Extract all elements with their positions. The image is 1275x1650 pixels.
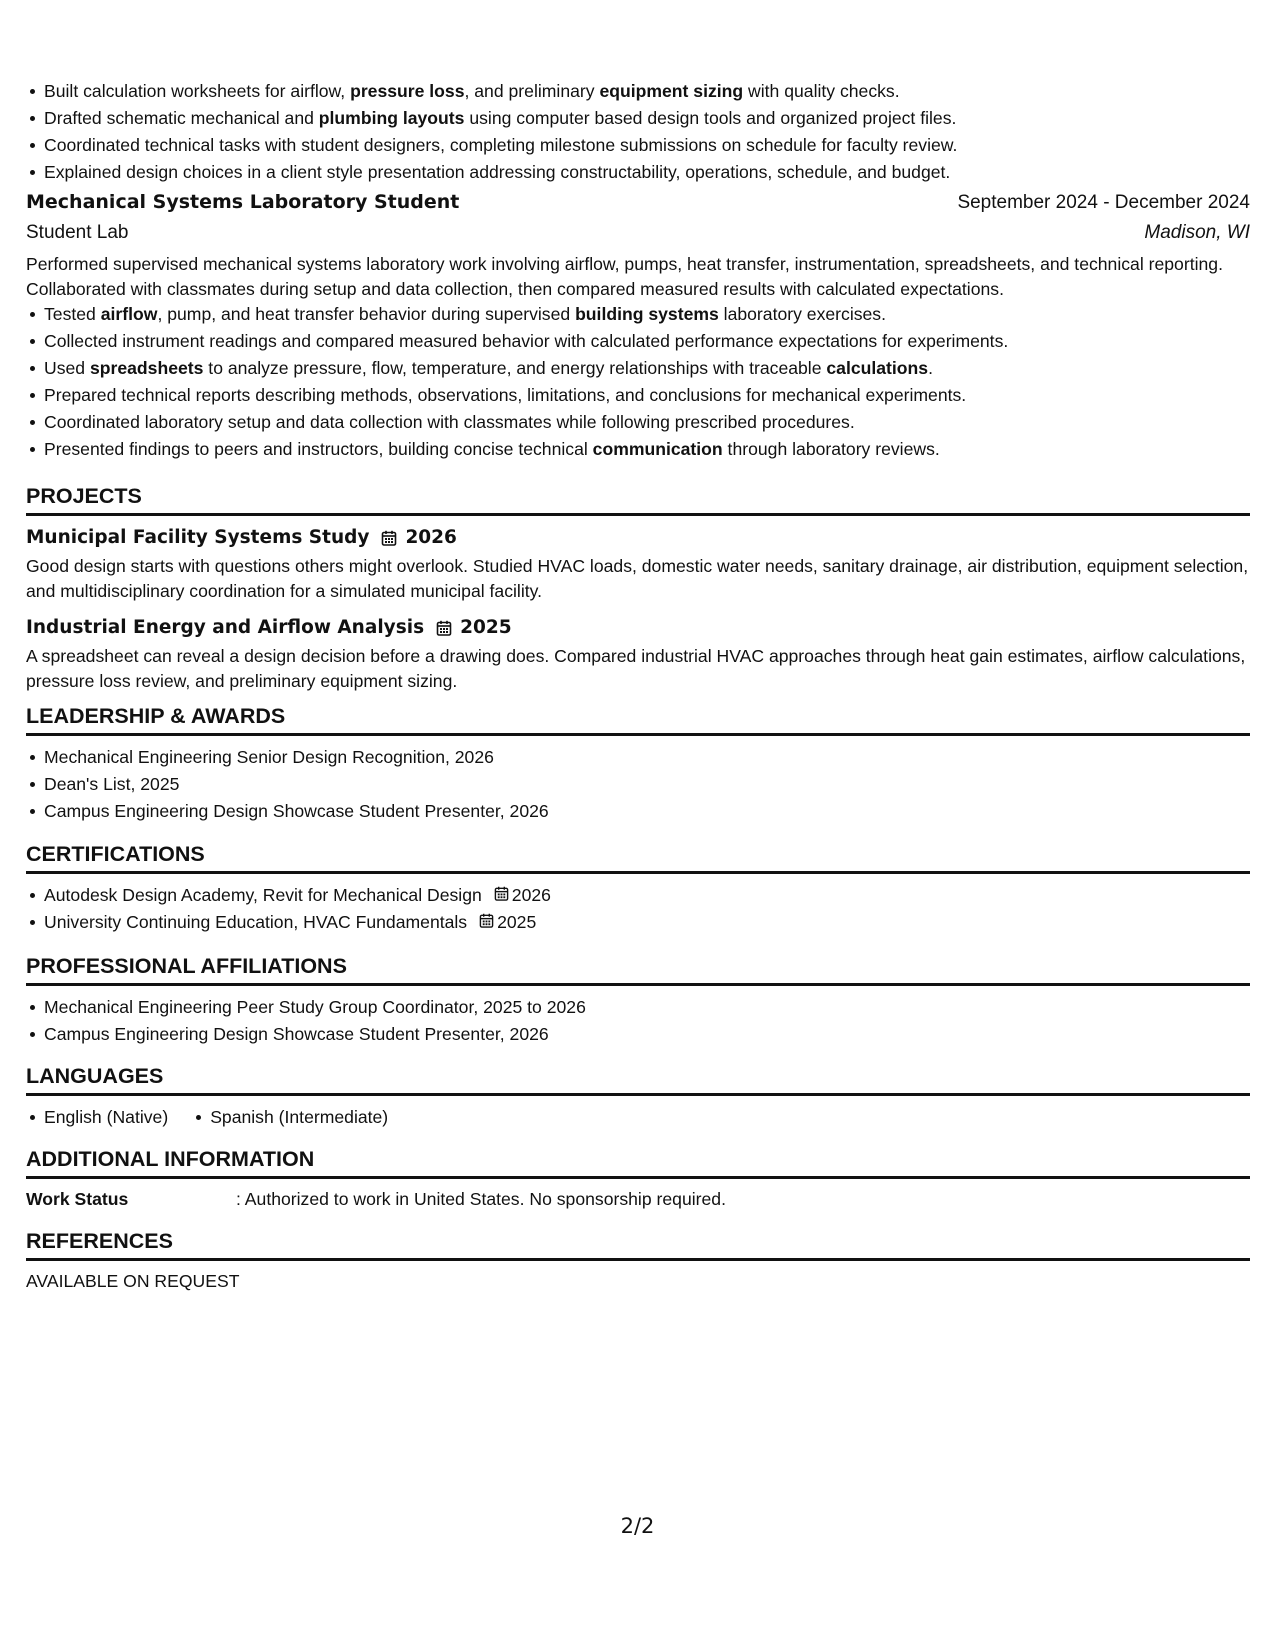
emphasized-text: communication <box>592 439 723 459</box>
text-segment: Collected instrument readings and compared measured behavior with calculated performance expectations for experiments. <box>44 331 1009 351</box>
page-number: 2/2 <box>620 1514 655 1538</box>
text-segment: Prepared technical reports describing methods, observations, limitations, and conclusions for mechanical experiments. <box>44 385 967 405</box>
project-item <box>26 526 1250 603</box>
prior-role-bullets <box>26 78 1250 186</box>
emphasized-text: calculations <box>826 358 929 378</box>
bullet-item <box>26 355 1250 382</box>
projects-section <box>26 483 1250 693</box>
work-status-label: Work Status <box>26 1189 129 1209</box>
certifications-list <box>26 882 1250 936</box>
certification-year: 2025 <box>497 912 537 932</box>
list-item <box>26 909 1250 936</box>
emphasized-text: pressure loss <box>350 81 465 101</box>
text-segment: , and preliminary <box>464 81 600 101</box>
calendar-icon <box>494 886 509 901</box>
section-heading-certifications: CERTIFICATIONS <box>26 841 1250 874</box>
job-title: Mechanical Systems Laboratory Student <box>26 191 460 213</box>
certification-year: 2026 <box>511 885 551 905</box>
list-item: Mechanical Engineering Peer Study Group Coordinator, 2025 to 2026 <box>26 994 1250 1021</box>
text-segment: Coordinated technical tasks with student designers, completing milestone submissions on schedule for faculty review. <box>44 135 958 155</box>
job-dates: September 2024 - December 2024 <box>957 192 1250 213</box>
project-year: 2026 <box>405 527 457 548</box>
section-heading-projects: PROJECTS <box>26 483 1250 516</box>
list-item: Campus Engineering Design Showcase Student Presenter, 2026 <box>26 798 1250 825</box>
certification-name: University Continuing Education, HVAC Fundamentals <box>44 912 468 932</box>
text-segment: Explained design choices in a client style presentation addressing constructability, operations, schedule, and budget. <box>44 162 951 182</box>
prior-role-bullets-block <box>26 78 1250 186</box>
text-segment: Built calculation worksheets for airflow, <box>44 81 351 101</box>
list-item: English (Native) <box>26 1104 168 1131</box>
job-location: Madison, WI <box>1144 222 1250 243</box>
list-item: Campus Engineering Design Showcase Student Presenter, 2026 <box>26 1021 1250 1048</box>
bullet-item <box>26 382 1250 409</box>
job-organization: Student Lab <box>26 222 129 243</box>
section-heading-references: REFERENCES <box>26 1228 1250 1261</box>
affiliations-list <box>26 994 1250 1048</box>
list-item: Mechanical Engineering Senior Design Recognition, 2026 <box>26 744 1250 771</box>
text-segment: laboratory exercises. <box>718 304 886 324</box>
text-segment: through laboratory reviews. <box>722 439 940 459</box>
text-segment: Drafted schematic mechanical and <box>44 108 319 128</box>
section-heading-languages: LANGUAGES <box>26 1063 1250 1096</box>
bullet-item <box>26 409 1250 436</box>
section-heading-leadership: LEADERSHIP & AWARDS <box>26 703 1250 736</box>
text-segment: Coordinated laboratory setup and data collection with classmates while following prescribed procedures. <box>44 412 855 432</box>
text-segment: Used <box>44 358 90 378</box>
bullet-item <box>26 159 1250 186</box>
additional-information-section <box>26 1146 1250 1211</box>
project-title: Industrial Energy and Airflow Analysis <box>26 617 425 638</box>
languages-section <box>26 1063 1250 1131</box>
work-status-value: : Authorized to work in United States. No sponsorship required. <box>236 1189 726 1209</box>
text-segment: Presented findings to peers and instructors, building concise technical <box>44 439 593 459</box>
references-text: AVAILABLE ON REQUEST <box>26 1271 240 1291</box>
text-segment: . <box>928 358 933 378</box>
emphasized-text: airflow <box>100 304 158 324</box>
bullet-item <box>26 105 1250 132</box>
certification-name: Autodesk Design Academy, Revit for Mechanical Design <box>44 885 482 905</box>
calendar-icon <box>436 620 452 636</box>
calendar-icon <box>381 530 397 546</box>
list-item: Spanish (Intermediate) <box>192 1104 388 1131</box>
project-description: Good design starts with questions others might overlook. Studied HVAC loads, domestic water needs, sanitary drainage, air distribution, equipment selection, and multidisciplinary coordination for a simulated municipal facility. <box>26 556 1249 601</box>
experience-entry <box>26 191 1250 463</box>
text-segment: using computer based design tools and organized project files. <box>464 108 957 128</box>
bullet-item <box>26 132 1250 159</box>
project-description: A spreadsheet can reveal a design decision before a drawing does. Compared industrial HVAC approaches through heat gain estimates, airflow calculations, pressure loss review, and preliminary equipment sizing. <box>26 646 1246 691</box>
project-year: 2025 <box>460 617 512 638</box>
certifications-section <box>26 841 1250 936</box>
text-segment: with quality checks. <box>743 81 900 101</box>
references-section <box>26 1228 1250 1293</box>
languages-list <box>26 1104 1250 1131</box>
bullet-item <box>26 301 1250 328</box>
affiliations-section <box>26 953 1250 1048</box>
calendar-icon <box>479 913 494 928</box>
section-heading-affiliations: PROFESSIONAL AFFILIATIONS <box>26 953 1250 986</box>
text-segment: to analyze pressure, flow, temperature, and energy relationships with traceable <box>203 358 827 378</box>
list-item <box>26 882 1250 909</box>
project-item <box>26 616 1250 693</box>
emphasized-text: equipment sizing <box>599 81 744 101</box>
emphasized-text: plumbing layouts <box>318 108 465 128</box>
emphasized-text: spreadsheets <box>89 358 204 378</box>
bullet-item <box>26 436 1250 463</box>
list-item: Dean's List, 2025 <box>26 771 1250 798</box>
leadership-list <box>26 744 1250 825</box>
text-segment: Tested <box>44 304 101 324</box>
section-heading-additional-information: ADDITIONAL INFORMATION <box>26 1146 1250 1179</box>
text-segment: , pump, and heat transfer behavior during supervised <box>157 304 576 324</box>
job-summary: Performed supervised mechanical systems laboratory work involving airflow, pumps, heat transfer, instrumentation, spreadsheets, and technical reporting. Collaborated with classmates during setup and data collection, then compared measured results with calculated expectations. <box>26 254 1223 299</box>
bullet-item <box>26 328 1250 355</box>
job-bullets <box>26 301 1250 463</box>
work-status-row <box>26 1187 1250 1211</box>
leadership-section <box>26 703 1250 825</box>
bullet-item <box>26 78 1250 105</box>
project-title: Municipal Facility Systems Study <box>26 527 370 548</box>
emphasized-text: building systems <box>575 304 719 324</box>
